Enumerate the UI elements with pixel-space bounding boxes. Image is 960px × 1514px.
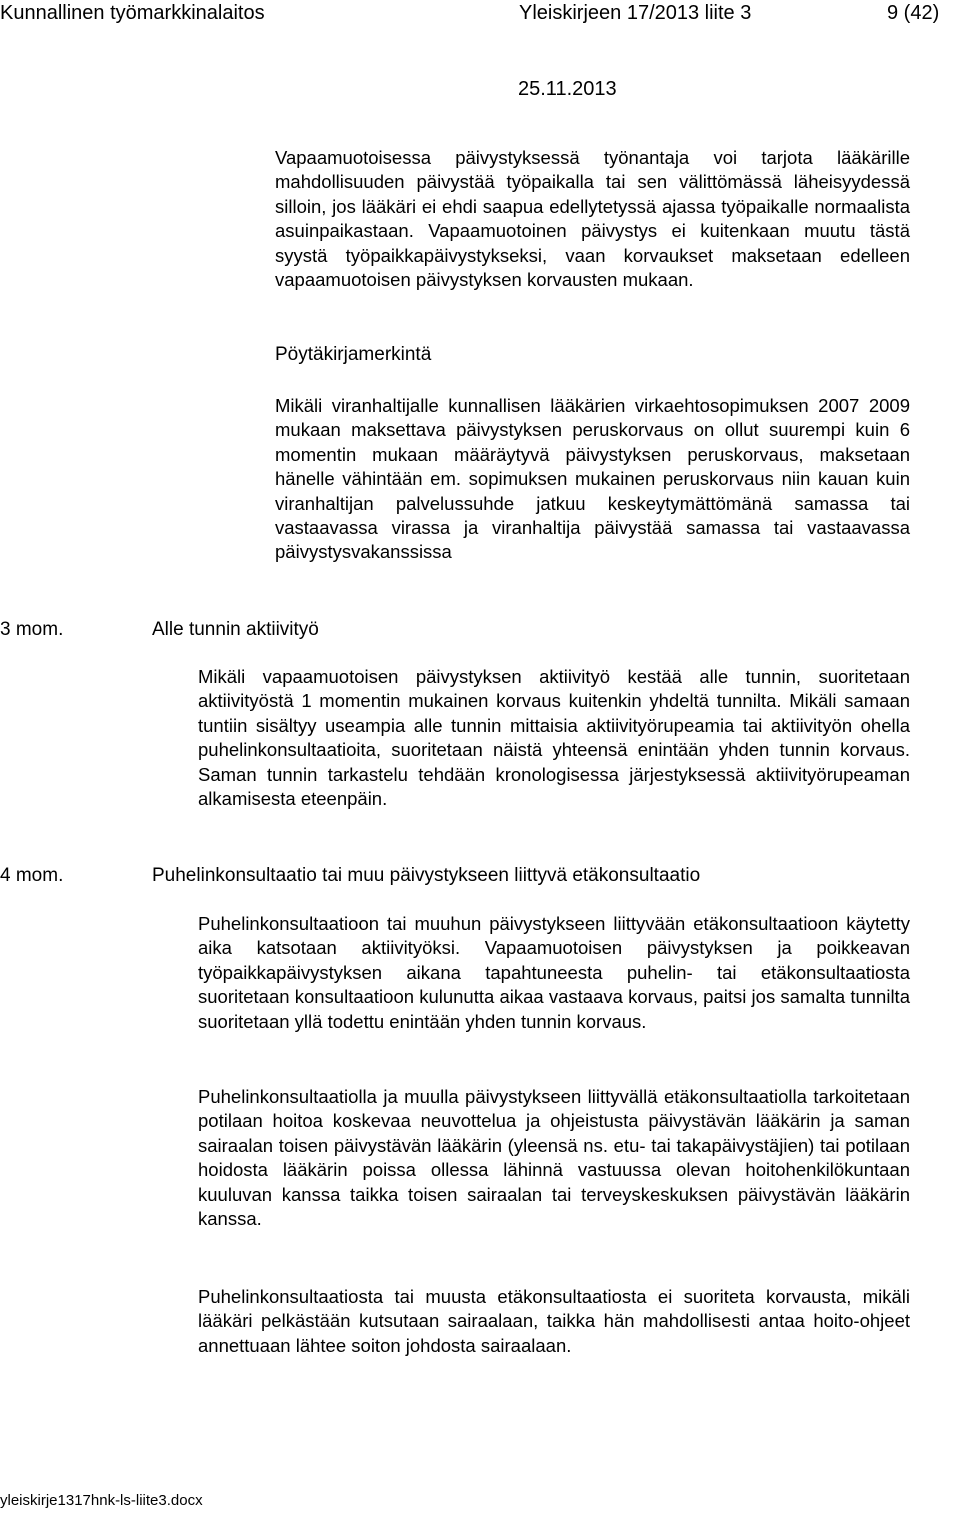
header-organization: Kunnallinen työmarkkinalaitos xyxy=(0,2,265,24)
section3-title: Alle tunnin aktiivityö xyxy=(152,619,319,640)
section4-title: Puhelinkonsultaatio tai muu päivystykseen liittyvä etäkonsultaatio xyxy=(152,865,701,886)
section3-number: 3 mom. xyxy=(0,619,64,640)
section4-paragraph-3: Puhelinkonsultaatiosta tai muusta etäkonsultaatiosta ei suoriteta korvausta, mikäli lääkäri pelkästään kutsutaan sairaalaan, taikka hän mahdollisesti antaa hoito-ohjeet annettuaan lähtee soiton johdosta sairaalaan. xyxy=(198,1286,910,1356)
header-document-reference: Yleiskirjeen 17/2013 liite 3 xyxy=(519,2,752,24)
note-text: Mikäli viranhaltijalle kunnallisen lääkärien virkaehtosopimuksen 2007 2009 mukaan maksettava päivystyksen peruskorvaus on ollut suurempi kuin 6 momentin mukaan määräytyvä päivystyksen peruskorvaus, maksetaan hänelle vähintään em. sopimuksen mukainen peruskorvaus niin kauan kuin viranhaltijan palvelussuhde jatkuu keskeytymättömänä samassa tai vastaavassa virassa ja viranhaltija päivystää samassa tai vastaavassa päivystysvakanssissa xyxy=(275,395,910,563)
footer-filename: yleiskirje1317hnk-ls-liite3.docx xyxy=(0,1492,203,1509)
intro-paragraph: Vapaamuotoisessa päivystyksessä työnantaja voi tarjota lääkärille mahdollisuuden päivystää työpaikalla tai sen välittömässä läheisyydessä silloin, jos lääkäri ei ehdi saapua edellytetyssä ajassa työpaikalle normaalista asuinpaikastaan. Vapaamuotoinen päivystys ei kuitenkaan muutu tästä syystä työpaikkapäivystykseksi, vaan korvaukset maksetaan edelleen vapaamuotoisen päivystyksen korvausten mukaan. xyxy=(275,147,910,291)
section4-number: 4 mom. xyxy=(0,865,64,886)
section4-paragraph-2: Puhelinkonsultaatiolla ja muulla päivystykseen liittyvällä etäkonsultaatiolla tarkoitetaan potilaan hoitoa koskevaa neuvottelua ja ohjeistusta päivystävän lääkärin ja saman sairaalan toisen päivystävän lääkärin (yleensä ns. etu- tai takapäivystäjien) tai potilaan hoidosta lääkärin poissa ollessa lähinnä vastuussa olevan hoitohenkilökuntaan kuuluvan kanssa taikka toisen sairaalan tai terveyskeskuksen päivystävän lääkärin kanssa. xyxy=(198,1086,910,1230)
header-page-number: 9 (42) xyxy=(887,2,940,24)
note-heading: Pöytäkirjamerkintä xyxy=(275,344,432,365)
header-date: 25.11.2013 xyxy=(518,78,617,100)
section4-paragraph-1: Puhelinkonsultaatioon tai muuhun päivystykseen liittyvään etäkonsultaatioon käytetty aika katsotaan aktiivityöksi. Vapaamuotoisen päivystyksen ja poikkeavan työpaikkapäivystyksen aikana tapahtuneesta puhelin- tai etäkonsultaatiosta suoritetaan konsultaatioon kulunutta aikaa vastaava korvaus, paitsi jos samalta tunnilta suoritetaan yllä todettu enintään yhden tunnin korvaus. xyxy=(198,913,910,1032)
section3-text: Mikäli vapaamuotoisen päivystyksen aktiivityö kestää alle tunnin, suoritetaan aktiivityöstä 1 momentin mukainen korvaus kuitenkin yhdeltä tunnilta. Mikäli samaan tuntiin sisältyy useampia alle tunnin mittaisia aktiivityörupeamia tai aktiivityön ohella puhelinkonsultaatioita, suoritetaan näistä yhteensä enintään yhden tunnin korvaus. Saman tunnin tarkastelu tehdään kronologisessa järjestyksessä aktiivityörupeaman alkamisesta eteenpäin. xyxy=(198,666,910,810)
